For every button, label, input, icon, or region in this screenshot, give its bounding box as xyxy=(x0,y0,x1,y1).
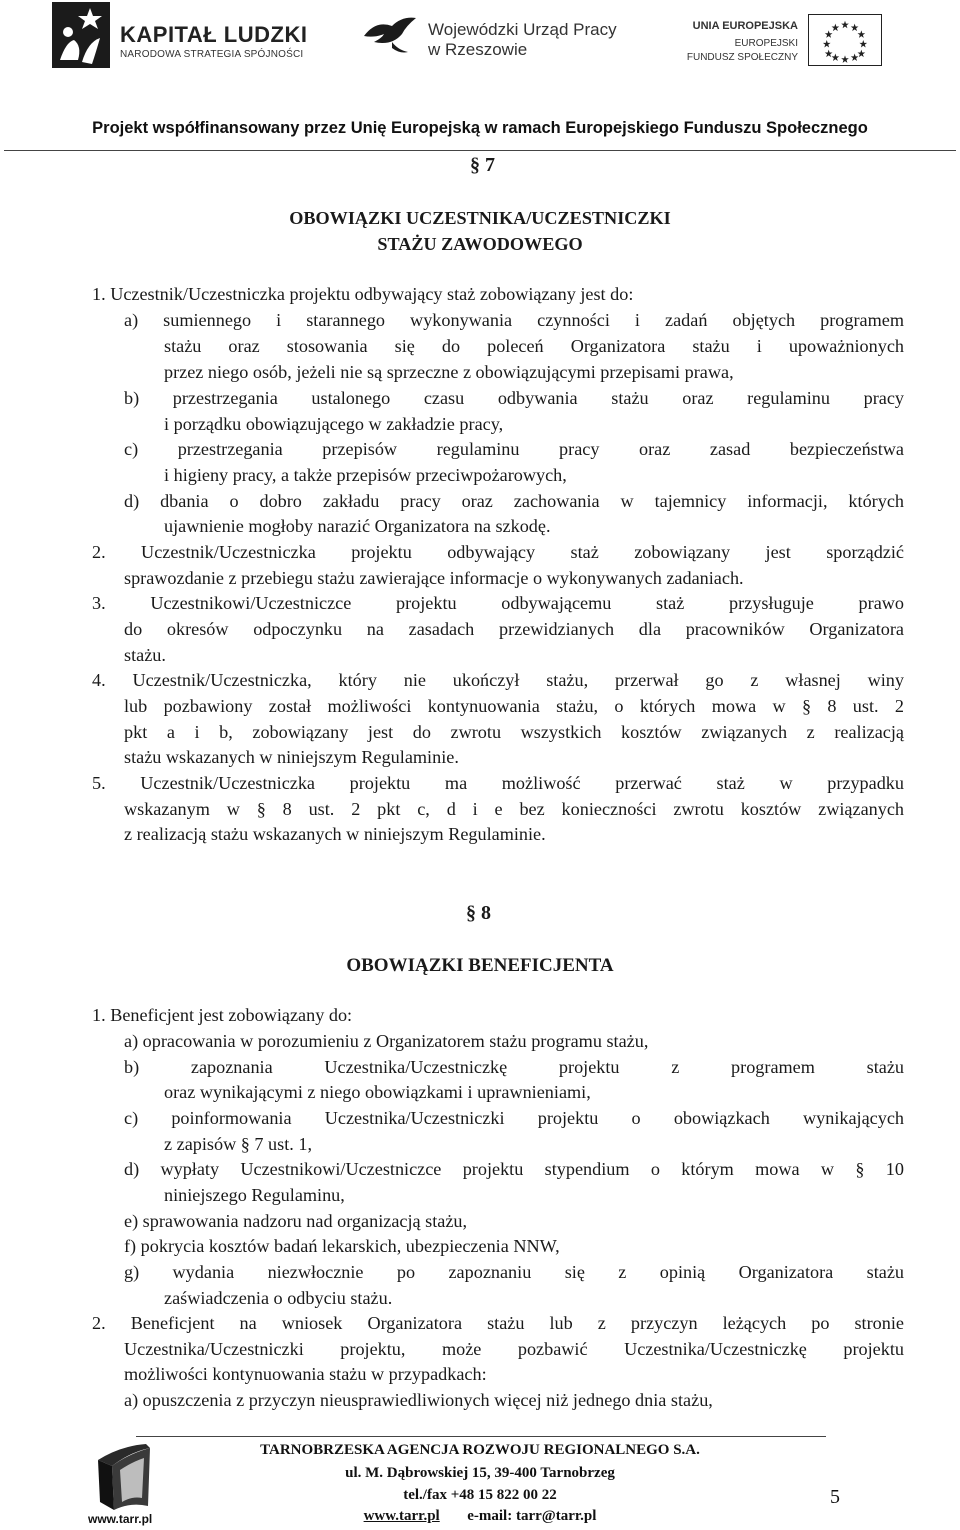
s7-item-1b-line2: i porządku obowiązującego w zakładzie pracy, xyxy=(164,414,504,434)
kapital-ludzki-name: KAPITAŁ LUDZKI xyxy=(120,22,308,47)
footer-email[interactable]: e-mail: tarr@tarr.pl xyxy=(467,1508,597,1524)
s8-item-1e: e) sprawowania nadzoru nad organizacją stażu, xyxy=(124,1211,468,1231)
s7-item-1c-line2: i higieny pracy, a także przepisów przeciwpożarowych, xyxy=(164,465,567,485)
s8-item-1g-line1: g) wydania niezwłocznie po zapoznaniu się z opinią Organizatora stażu xyxy=(124,1262,904,1282)
s8-item-1: 1. Beneficjent jest zobowiązany do: xyxy=(92,1005,353,1025)
s7-item-1a-line3: przez niego osób, jeżeli nie są sprzeczne z obowiązującymi przepisami prawa, xyxy=(164,362,734,382)
s7-item-1d-line2: ujawnienie mogłoby narazić Organizatora na szkodę. xyxy=(164,516,551,536)
footer-logo-url: www.tarr.pl xyxy=(88,1512,153,1526)
s7-item-1a-line2: stażu oraz stosowania się do poleceń Organizatora stażu i upoważnionych xyxy=(164,336,904,356)
s7-item-2-line1: 2. Uczestnik/Uczestniczka projektu odbywający staż zobowiązany jest sporządzić xyxy=(92,542,904,562)
s7-item-1: 1. Uczestnik/Uczestniczka projektu odbywający staż zobowiązany jest do: xyxy=(92,284,634,304)
header-logos xyxy=(0,0,960,110)
section-7-title-line1: OBOWIĄZKI UCZESTNIKA/UCZESTNICZKI xyxy=(289,208,671,228)
wup-rzeszow-logo xyxy=(362,10,632,70)
s8-item-2a: a) opuszczenia z przyczyn nieusprawiedliwionych więcej niż jednego dnia stażu, xyxy=(124,1390,713,1410)
s7-item-4-line4: stażu wskazanych w niniejszym Regulaminie. xyxy=(124,747,459,767)
section-8-heading: § 8 xyxy=(466,902,491,924)
eu-fund-line1: EUROPEJSKI xyxy=(734,38,798,49)
s7-item-4-line3: pkt a i b, zobowiązany jest do zwrotu wszystkich kosztów związanych z realizacją xyxy=(124,722,904,742)
kapital-ludzki-subtitle: NARODOWA STRATEGIA SPÓJNOŚCI xyxy=(120,49,304,60)
section-7-title-line2: STAŻU ZAWODOWEGO xyxy=(377,234,583,254)
wup-name-line2: w Rzeszowie xyxy=(428,40,528,59)
header-divider xyxy=(4,150,956,151)
wup-bird-icon xyxy=(362,12,418,56)
s7-item-4-line1: 4. Uczestnik/Uczestniczka, który nie ukończył stażu, przerwał go z własnej winy xyxy=(92,670,904,690)
s7-item-1d-line1: d) dbania o dobro zakładu pracy oraz zachowania w tajemnicy informacji, których xyxy=(124,491,904,511)
footer-divider xyxy=(136,1436,826,1437)
s8-item-1b-line2: oraz wynikającymi z niego obowiązkami i uprawnieniami, xyxy=(164,1082,591,1102)
s8-item-1f: f) pokrycia kosztów badań lekarskich, ubezpieczenia NNW, xyxy=(124,1236,560,1256)
s7-item-1b-line1: b) przestrzegania ustalonego czasu odbywania stażu oraz regulaminu pracy xyxy=(124,388,904,408)
footer-contact xyxy=(0,1508,960,1525)
eu-fund-line2: FUNDUSZ SPOŁECZNY xyxy=(686,52,798,63)
s7-item-3-line1: 3. Uczestnikowi/Uczestniczce projektu odbywającemu staż przysługuje prawo xyxy=(92,593,904,613)
s7-item-3-line2: do okresów odpoczynku na zasadach przewidzianych dla pracowników Organizatora xyxy=(124,619,904,639)
footer-address: ul. M. Dąbrowskiej 15, 39-400 Tarnobrzeg xyxy=(345,1465,615,1481)
s8-item-2-line3: możliwości kontynuowania stażu w przypadkach: xyxy=(124,1364,487,1384)
s8-item-1d-line1: d) wypłaty Uczestnikowi/Uczestniczce projektu stypendium o którym mowa w § 10 xyxy=(124,1159,904,1179)
footer-website-link[interactable]: www.tarr.pl xyxy=(363,1508,440,1524)
section-7-heading: § 7 xyxy=(470,154,495,176)
s7-item-1c-line1: c) przestrzegania przepisów regulaminu pracy oraz zasad bezpieczeństwa xyxy=(124,439,904,459)
s8-item-1a: a) opracowania w porozumieniu z Organizatorem stażu programu stażu, xyxy=(124,1031,649,1051)
wup-name-line1: Wojewódzki Urząd Pracy xyxy=(428,20,617,39)
kapital-ludzki-logo xyxy=(52,2,308,72)
footer-organization: TARNOBRZESKA AGENCJA ROZWOJU REGIONALNEGO S.A. xyxy=(260,1442,700,1458)
s7-item-5-line2: wskazanym w § 8 ust. 2 pkt c, d i e bez konieczności zwrotu kosztów związanych xyxy=(124,799,904,819)
s8-item-1c-line1: c) poinformowania Uczestnika/Uczestniczki projektu o obowiązkach wynikających xyxy=(124,1108,904,1128)
s7-item-4-line2: lub pozbawiony został możliwości kontynuowania stażu, o których mowa w § 8 ust. 2 xyxy=(124,696,904,716)
kapital-ludzki-emblem-icon xyxy=(52,2,110,68)
page-number: 5 xyxy=(830,1486,840,1508)
s7-item-1a-line1: a) sumiennego i starannego wykonywania czynności i zadań objętych programem xyxy=(124,310,904,330)
section-8-title: OBOWIĄZKI BENEFICJENTA xyxy=(346,955,614,976)
s7-item-2-line2: sprawozdanie z przebiegu stażu zawierające informacje o wykonywanych zadaniach. xyxy=(124,568,744,588)
eu-logo xyxy=(686,14,890,70)
s8-item-1d-line2: niniejszego Regulaminu, xyxy=(164,1185,345,1205)
eu-flag-icon xyxy=(808,14,882,66)
eu-name: UNIA EUROPEJSKA xyxy=(692,20,798,32)
s8-item-1c-line2: z zapisów § 7 ust. 1, xyxy=(164,1134,313,1154)
s8-item-1g-line2: zaświadczenia o odbyciu stażu. xyxy=(164,1288,393,1308)
s7-item-3-line3: stażu. xyxy=(124,645,166,665)
s8-item-1b-line1: b) zapoznania Uczestnika/Uczestniczkę projektu z programem stażu xyxy=(124,1057,904,1077)
s7-item-5-line1: 5. Uczestnik/Uczestniczka projektu ma możliwość przerwać staż w przypadku xyxy=(92,773,904,793)
s8-item-2-line1: 2. Beneficjent na wniosek Organizatora stażu lub z przyczyn leżących po stronie xyxy=(92,1313,904,1333)
footer-phone: tel./fax +48 15 822 00 22 xyxy=(403,1487,557,1503)
s7-item-5-line3: z realizacją stażu wskazanych w niniejszym Regulaminie. xyxy=(124,824,546,844)
cofinancing-tagline: Projekt współfinansowany przez Unię Europejską w ramach Europejskiego Funduszu Społecznego xyxy=(92,119,868,137)
s8-item-2-line2: Uczestnika/Uczestniczki projektu, może pozbawić Uczestnika/Uczestniczkę projektu xyxy=(124,1339,904,1359)
